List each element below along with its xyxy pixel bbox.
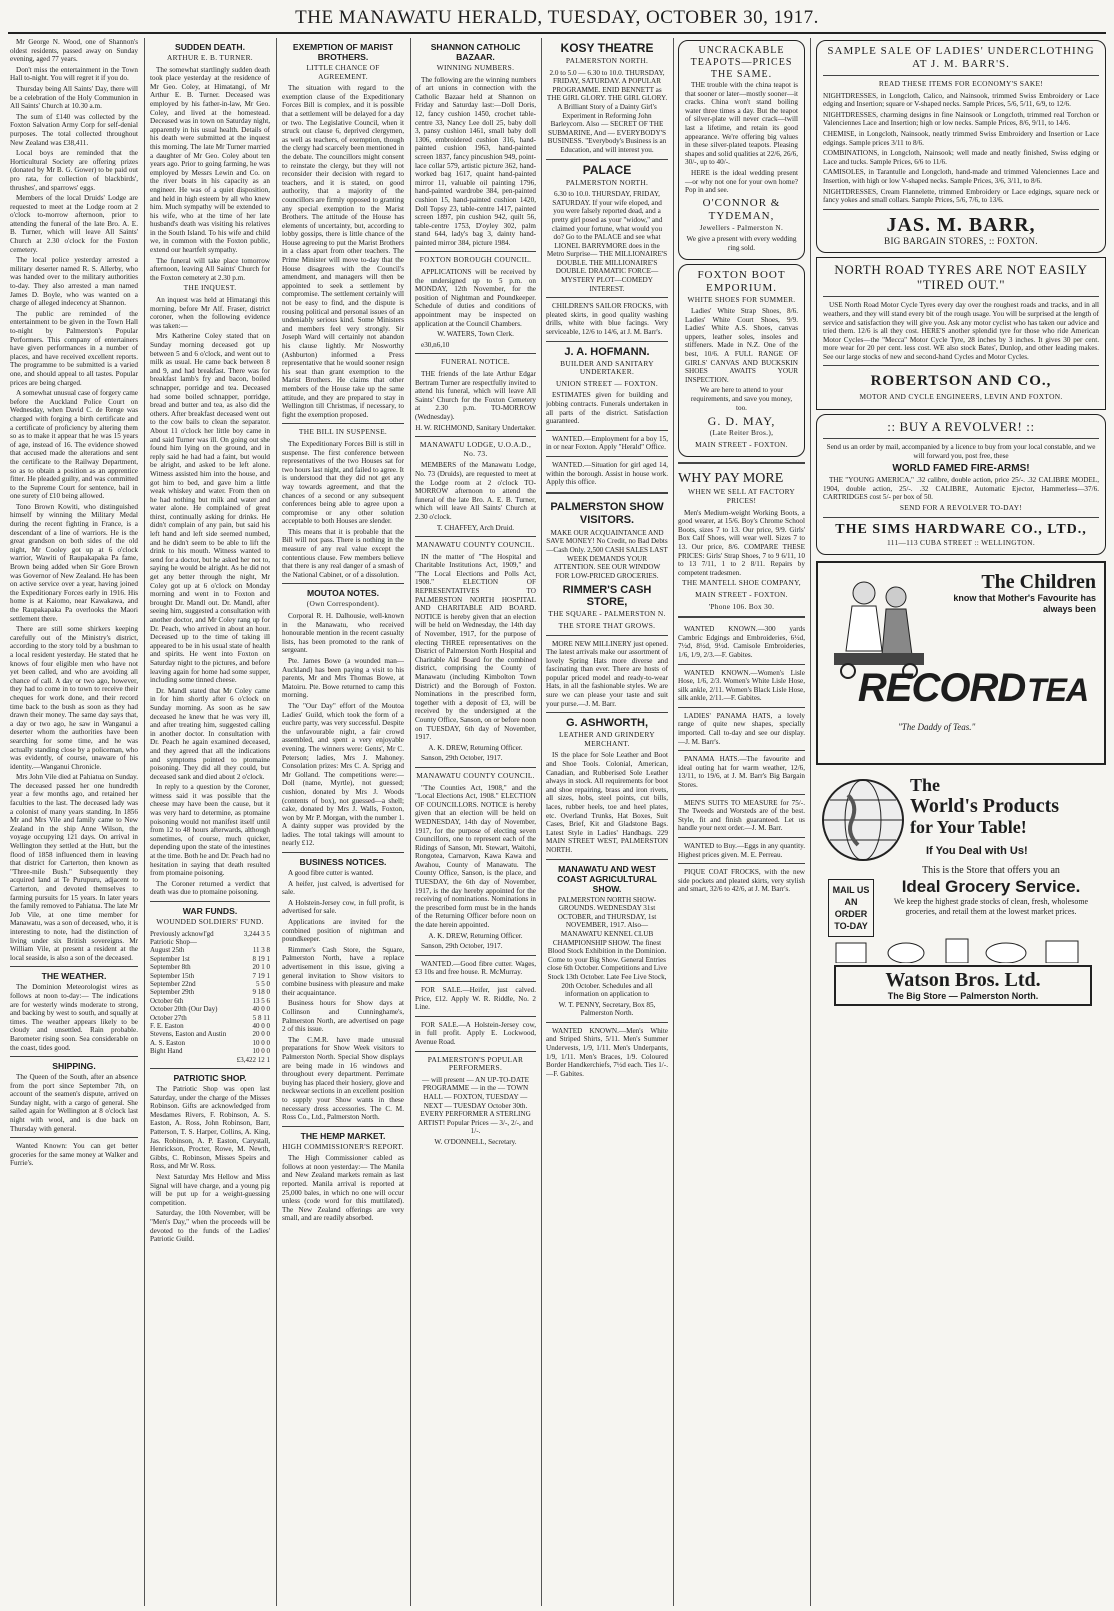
ad-subheading: MOTOR AND CYCLE ENGINEERS, LEVIN AND FOXTON. — [859, 392, 1063, 402]
classified-ad: WANTED.—Employment for a boy 15, in or near Foxton. Apply "Herald" Office. — [546, 434, 668, 452]
teapot-ad — [678, 40, 805, 260]
divider — [10, 1137, 138, 1138]
news-paragraph: Thursday being All Saints' Day, there will be a celebration of the Holy Communion in All Saints' Church at 10.30 a.m. — [10, 84, 138, 111]
divider — [415, 981, 536, 982]
store-name: Watson Bros. Ltd. — [885, 969, 1041, 992]
news-paragraph: The public are reminded of the entertainment to be given in the Town Hall to-night by Palmerston's Popular Performers. This company of entertainers have given performances in a number of places, and have received excellent reports. The programme to be submitted is a varied one, and should appeal to all tastes. Popular prices are being charged. — [10, 309, 138, 387]
funds-amount: 13 5 6 — [252, 996, 270, 1005]
divider — [823, 517, 1099, 518]
notice-ref: e30,n6,10 — [421, 340, 450, 349]
funds-item: September 29th — [150, 988, 195, 997]
ad-subheading: WHITE SHOES FOR SUMMER. — [687, 294, 796, 304]
funds-amount: 5 8 11 — [252, 1013, 270, 1022]
notice-signature: A. K. DREW, Returning Officer. — [428, 931, 523, 940]
news-paragraph: Members of the local Druids' Lodge are requested to meet at the Lodge room at 2 o'clock to-morrow afternoon, prior to attending the funeral of the late Bro. A. E. B. Turner, which will leave All Saints' Church at 2.30 o'clock for the Foxton cemetery. — [10, 194, 138, 254]
funds-row — [150, 1030, 270, 1038]
divider — [546, 430, 668, 431]
ad-subheading: LEATHER AND GRINDERY MERCHANT. — [559, 730, 655, 748]
article-heading: MOUTOA NOTES. — [306, 588, 380, 599]
column-rule — [410, 38, 411, 1606]
ad-subheading: 'Phone 106. Box 30. — [708, 601, 775, 611]
article-subheading: WOUNDED SOLDIERS' FUND. — [156, 917, 264, 926]
list-item: NIGHTDRESSES, Cream Flannelette, trimmed Embroidery or Lace edgings, square neck or fancy yokes and small collars. Sample Prices, 5/6, 7/6, to 13/6. — [823, 187, 1099, 205]
ad-text: Men's Medium-weight Working Boots, a good wearer, at 15/6. Boy's Chrome School Boots, sizes 7 to 13. Our price, 9/9. Girls' Box Calf Shoes, will wear well. Sizes 7 to 13. Our price, 8/6. COMPARE THESE PRICES: Girls' Strap Shoes, 7 to 9 6/11, 10 to 13 7/11, 1 to 2 8/11. Repairs by competent tradesmen. — [678, 508, 805, 577]
funds-row — [150, 1056, 270, 1064]
column-rule — [673, 38, 674, 1606]
divider — [546, 1022, 668, 1023]
funds-item: October 20th (Our Day) — [150, 1005, 218, 1014]
column-rule — [144, 38, 145, 1606]
divider — [282, 852, 404, 853]
classified-ad: FOR SALE.—Heifer, just calved. Price, £12. Apply W. R. Riddle, No. 2 Line. — [415, 986, 536, 1012]
ad-heading: G. ASHWORTH, — [565, 717, 649, 730]
funds-item: Patriotic Shop— — [150, 938, 197, 946]
divider — [282, 583, 404, 584]
ad-heading: RIMMER'S CASH STORE, — [562, 584, 652, 609]
divider — [546, 341, 668, 342]
masthead-title: THE MANAWATU HERALD, TUESDAY, OCTOBER 30, 1917. — [295, 7, 819, 28]
notice-text: APPLICATIONS will be received by the undersigned up to 5 p.m. on MONDAY, 12th November, for the position of Nightman and Poundkeeper. Schedule of duties and conditions of appointment may be inspected on application at the Council Chambers. — [415, 268, 536, 328]
ad-heading: PALACE — [582, 162, 632, 177]
funds-row — [150, 997, 270, 1005]
divider — [150, 901, 270, 902]
news-paragraph: The High Commissioner cabled as follows at noon yesterday:— The Manila and New Zealand markets remain as last reported. Manila arrival is reported at 25,000 bales, in which no one will occur unless (code word for this muttilated). The New Zealand offerings are very small, and are readily absorbed. — [282, 1154, 404, 1223]
ad-heading: NORTH ROAD TYRES ARE NOT EASILY "TIRED OUT." — [834, 262, 1088, 293]
funds-amount: 7 19 1 — [252, 971, 270, 980]
funds-row — [150, 955, 270, 963]
column-5 — [546, 38, 668, 1606]
ad-subheading: BUILDER AND SANITARY UNDERTAKER. — [560, 358, 654, 377]
funds-amount: 5 5 0 — [256, 980, 270, 989]
divider — [415, 955, 536, 956]
divider — [10, 1056, 138, 1057]
article-subheading: (Own Correspondent). — [306, 599, 380, 609]
ad-heading: PALMERSTON SHOW VISITORS. — [550, 500, 664, 526]
classified-ad: Wanted Known: You can get better groceries for the same money at Walker and Furrie's. — [10, 1142, 138, 1168]
store-name: ROBERTSON AND CO., — [870, 373, 1052, 390]
shipping-report: The Queen of the South, after an absence from the port since September 7th, on account of the seamen's dispute, arrived on Sunday night, with a cargo of general. She sailed again for Wellington at 8 o'clock last night with wool, and is due back on Thursday with general. — [10, 1073, 138, 1133]
column-rule — [810, 38, 811, 1606]
column-rule — [276, 38, 277, 1606]
barr-underclothing-ad — [816, 40, 1106, 253]
funds-amount: 3,244 3 5 — [243, 929, 270, 938]
funds-amount: 11 3 8 — [252, 946, 270, 955]
ad-text: We are here to attend to your requirements, and save you money, too. — [690, 386, 793, 412]
ad-heading: The — [910, 775, 941, 796]
classified-ad: WANTED.—Good fibre cutter. Wages, £3 10s and free house. R. McMurray. — [415, 959, 536, 977]
news-paragraph: Tono Brown Kowiti, who distinguished himself by winning the Military Medal during the recent fighting in France, is a descendant of a line of warriors. He is the great grandson on both sides of the old night, Mr Cooley got up at 6 o'clock warrior, Wawiti of Raupakapaka Pa fame, Brown being added when Sir Gore Brown was Governor of New Zealand. He has been on active service over a year, having joined the Expeditionary Forces early in 1916. His home is at Kaiomo, near Kawakawa, and the Raupakapaka Pa overlooks the Maori settlement there. — [10, 502, 138, 623]
classified-ad: CHILDREN'S SAILOR FROCKS, with pleated skirts, in good quality washing drills, white with blue facings. Very serviceable, 12/6 to 14/6, at J. M. Barr's. — [546, 302, 668, 337]
funds-row — [150, 980, 270, 988]
notice-signature: A. K. DREW, Returning Officer. — [428, 743, 523, 752]
article-heading: WAR FUNDS. — [182, 906, 238, 916]
funds-amount: 20 0 0 — [252, 1030, 270, 1039]
column-rule — [541, 38, 542, 1606]
ad-subheading: If You Deal with Us! — [926, 845, 1028, 858]
news-paragraph: The sum of £140 was collected by the Foxton Salvation Army Corp for self-denial purposes. The total collected throughout New Zealand was £38,411. — [10, 112, 138, 147]
divider — [678, 863, 805, 864]
funds-amount: 10 0 0 — [252, 1038, 270, 1047]
divider — [823, 365, 1099, 366]
funds-amount: 20 1 0 — [252, 963, 270, 972]
ad-heading: J. A. HOFMANN. — [564, 345, 650, 358]
article-heading: SUDDEN DEATH. — [174, 42, 246, 52]
news-paragraph: The local police yesterday arrested a military deserter named R. S. Allerby, who was handed over to the military authorities to-day. They also arrested a man named James D. Boyle, who was wanted on a charge of alleged indecency at Shannon. — [10, 256, 138, 308]
divider — [150, 1068, 270, 1069]
ad-subheading: MAIN STREET - FOXTON. — [695, 439, 788, 449]
article-heading: BUSINESS NOTICES. — [299, 857, 387, 868]
notice-text: "The Counties Act, 1908," and the "Local Elections Act, 1908." ELECTION OF COUNCILLORS. NOTICE is hereby given that an election will be held on WEDNESDAY, 14th day of November, 1917, for the purpose of electing seven Councillors, one to represent each of the Ridings of Sanson, Mt. Stewart, Waitohi, Rongotea, Carnarvon, Kawa Kawa and Awahou, County of Manawatu. The County Office, Sanson, is the place, and TUESDAY, the 6th day of November, 1917, is the day hereby appointed for the receiving of nominations. Nominations in the prescribed form must be in the hands of the Returning Officer before noon on the date herein appointed. — [415, 783, 536, 930]
record-brand: RECORD — [857, 666, 1026, 711]
funds-row — [150, 1022, 270, 1030]
column-3 — [282, 38, 404, 1606]
news-paragraph: A good fibre cutter is wanted. — [288, 869, 374, 878]
ad-text: PALMERSTON NORTH SHOW-GROUNDS. WEDNESDAY 31st OCTOBER, and THURSDAY, 1st NOVEMBER, 1917. Also— MANAWATU KENNEL CLUB CHAMPIONSHIP SHOW. The finest Blood Stock Exhibition in the Dominion. Come to your Big Show. General Entries close 6th October. Competitions and Live Stock 13th October. Late Fee Live Stock, 20th October. Schedules and all information on application to — [547, 895, 667, 999]
news-paragraph: The situation with regard to the exemption clause of the Expeditionary Forces Bill is complex, and it is possible that a settlement will be delayed for a day or two. The Legislative Council, when it struck out clause 6, deprived clergymen, as well as teachers, of exemption, though the clergy had scarcely been mentioned in the debate. The councillors might consent to reinstate the clergy, but they will not reconsider their decision with regard to teachers, and it is stated, on good authority, that a majority of the councillors are firmly opposed to granting any special exemption to the Marist Brothers. The attitude of the House has elements of uncertainty, but, according to lobby gossips, there is little chance of the House agreeing to put the Marist Brothers in a class apart from other teachers. The Prime Minister will move to-day that the House disagrees with the Council's amendment, and managers will then be appointed to seek a settlement by compromise. The settlement certainly will not be easy to find, and the dispute is rousing political and personal issues of an undeniably serious kind. Some Ministers and members feel very strongly. Sir Joseph Ward will certainly not abandon his clause lightly. Mr Nosworthy (Ashburton) informed a Press representative that he would sooner resign his seat than grant exemption to the Marist Brothers. He claims that other members of the House take up the same attitude, and they are prepared to stay in Wellington till Christmas, if necessary, to fight the exemption proposed. — [282, 84, 404, 419]
notice-text: MEMBERS of the Manawatu Lodge, No. 73 (Druids), are requested to meet at the Lodge room at 2 o'clock TO-MORROW afternoon to attend the funeral of the late Bro. A. E. B. Turner, which will leave All Saints' Church at 2.30 o'clock. — [415, 461, 536, 521]
ad-text: THE trouble with the china teapot is that sooner or later—mostly sooner—it cracks. China won't stand boiling water three times a day. But the teapot of silver-plate will never crack—twill last a lifetime, and retain its good appearance. We're offering big values in these silver-plated teapots. Pleasing shapes and solid qualities at 22/6, 26/6, 30/-, up to 40/-. — [685, 81, 798, 167]
notice-signature: H. W. RICHMOND, Sanitary Undertaker. — [415, 423, 536, 432]
ad-subheading: THE SQUARE - PALMERSTON N. — [548, 609, 666, 619]
notice-text: — will present — AN UP-TO-DATE PROGRAMME — in the — TOWN HALL — FOXTON, TUESDAY — NEXT — TUESDAY October 30th. EVERY PERFORMER A STERLING ARTIST! Popular Prices — 3/-, 2/-, and 1/-. — [418, 1075, 533, 1136]
ad-subheading: (Late Reiter Bros.), — [709, 428, 774, 438]
ad-subheading: 111—113 CUBA STREET :: WELLINGTON. — [887, 537, 1035, 547]
ad-text: 6.30 to 10.0. THURSDAY, FRIDAY, SATURDAY. If your wife eloped, and you were falsely reported dead, and a pretty girl posed as your "widow," and claimed your fortune, what would you do? Go to the PALACE and see what LIONEL BARRYMORE does in the Metro Surprise— THE MILLIONAIRE'S DOUBLE. THE MILLIONAIRE'S DOUBLE. DRAMATIC FORCE—MYSTERY PLOT—COMEDY INTEREST. — [546, 190, 668, 293]
divider — [415, 436, 536, 437]
funds-amount: 40 0 0 — [252, 1022, 270, 1031]
list-item: CHEMISE, in Longcloth, Nainsook, neatly trimmed Swiss Embroidery and Insertion or Lace edgings. Sample prices 3/11 to 8/6. — [823, 129, 1099, 147]
news-paragraph: Mr George N. Wood, one of Shannon's oldest residents, passed away on Sunday evening, aged 77 years. — [10, 38, 138, 64]
ad-text: HERE is the ideal wedding present—or why not one for your own home? Pop in and see. — [685, 168, 798, 195]
notice-heading: MANAWATU LODGE, U.O.A.D., No. 73. — [419, 440, 532, 458]
ad-subheading: SEND FOR A REVOLVER TO-DAY! — [899, 503, 1023, 513]
news-paragraph: This means that it is probable that the Bill will not pass. There is nothing in the measure of any real value except the contentious clause. Few members believe that there is any real danger of a smash of the National Cabinet, or of a dissolution. — [282, 527, 404, 579]
article-heading: EXEMPTION OF MARIST BROTHERS. — [292, 42, 394, 62]
divider — [678, 794, 805, 795]
divider — [823, 438, 1099, 439]
ad-heading: The Children — [981, 571, 1096, 594]
ad-subheading: BIG BARGAIN STORES, :: FOXTON. — [884, 235, 1038, 246]
funds-amount — [234, 938, 270, 946]
news-paragraph: Applications are invited for the combined position of nightman and poundkeeper. — [282, 918, 404, 944]
ad-subheading: THE MANTELL SHOE COMPANY, — [682, 578, 801, 588]
article-heading: SHANNON CATHOLIC BAZAAR. — [430, 42, 521, 62]
divider — [678, 664, 805, 665]
list-item: NIGHTDRESSES, charming designs in fine Nainsook or Longcloth, trimmed real Torchon or Valenciennes Lace and Insertion; high or low necks. Sample Prices, 8/6, 9/11, to 14/6. — [823, 110, 1099, 128]
ad-heading: for Your Table! — [910, 817, 1027, 838]
news-paragraph: Next Saturday Mrs Hellow and Miss Signal will have charge, and a young pig will be put up for a weight-guessing competition. — [150, 1173, 270, 1207]
ad-heading: SAMPLE SALE OF LADIES' UNDERCLOTHING AT J. M. BARR'S. — [827, 45, 1095, 70]
tea-brand: TEA — [1027, 672, 1089, 709]
news-paragraph: The C.M.R. have made unusual preparations for Show Week visitors to Palmerston North. Special Show displays are being made in 16 windows and throughout every department. Perrimate buying has placed their hosiery, glove and neckwear sections in an excellent position to supply your Show wants in these necessary dress accessories. The C. M. Ross Co., Ltd., Palmerston North. — [282, 1035, 404, 1122]
divider — [415, 1016, 536, 1017]
ad-subheading: PALMERSTON NORTH. — [565, 177, 649, 187]
classified-ad: WANTED KNOWN.—Men's White and Striped Shirts, 5/11. Men's Summer Undervests, 1/9, 1/11. Men's Underpants, 1/9, 1/11. Men's Braces, 1/9. Coloured Border Handkerchiefs, 7½d each. Ties 1/-.—F. Gabites. — [546, 1026, 668, 1078]
notice-text: IN the matter of "The Hospital and Charitable Institutions Act, 1909," and "The Local Elections and Polls Act, 1908." ELECTION OF REPRESENTATIVES TO PALMERSTON NORTH HOSPITAL AND CHARITABLE AID BOARD. NOTICE is hereby given that an election will be held on Wednesday, the 14th day of November, 1917, for the purpose of electing THREE representatives on the District of Palmerston North Hospital and Charitable Aid Board for the combined district, comprising the County of Manawatu (including Kimbolton Town District) and the Borough of Foxton. Nominations in the prescribed form, together with a deposit of £3, will be received by the undersigned at the County Office, Sanson, on or before noon on TUESDAY, 6th day of November, 1917. — [415, 552, 536, 742]
divider — [678, 837, 805, 838]
ad-subheading: WHEN WE SELL AT FACTORY PRICES! — [687, 487, 796, 505]
divider — [546, 859, 668, 860]
boot-emporium-ad — [678, 264, 805, 458]
funds-item: October 27th — [150, 1013, 187, 1022]
ad-subheading: UNION STREET — FOXTON. — [556, 378, 658, 388]
article-heading: PATRIOTIC SHOP. — [173, 1073, 247, 1084]
article-subheading: LITTLE CHANCE OF AGREEMENT. — [306, 63, 380, 81]
list-item: CAMISOLES, in Tarantulle and Longcloth, hand-made and trimmed Valenciennes Lace and Insertion, with high or low V-shaped necks. Sample Prices, 3/6, 3/11, to 8/6. — [823, 168, 1099, 185]
divider — [546, 456, 668, 457]
list-item: COMBINATIONS, in Longcloth, Nainsook; well made and neatly finished, Swiss edging or Lace and tucks. Sample Prices, 6/6 to 11/6. — [823, 149, 1099, 166]
funds-item: A. S. Easton — [150, 1038, 185, 1047]
news-paragraph: Mrs Katherine Coley stated that on Sunday morning deceased got up between 5 and 6 o'clock, and went out to milk as usual. He came back between 8 and 9, and had breakfast. There was for breakfast lamb's fry and bacon, boiled schnapper, porridge and tea. Deceased had some boiled schnapper, porridge, bread and butter and tea, as also did the others. After breakfast deceased went out to the cow bails to clean the separator. About 11 o'clock her little boy came in and said Turner was ill. On going out she found him lying on the ground, and in reply said he had had a faint, but would be alright, and asked to be left alone. Witness assisted him into the house, and got him to bed, and gave him a little weak whiskey and water. From then on he had nothing but milk and water and water alone. He complained of great thirst, continually asking for drinks. He didn't complain of any pain, but said his left hand and left side seemed numbed, and he didn't seem to be able to lift the drink to his mouth. Witness wanted to send for a doctor, but he asked her not to, saying he would be alright. As he did not get any better through the night, Mr Coley got up at 6 o'clock on Monday morning and went in to Foxton and brought Dr. Mandl out. Dr. Mandl, after seeing him, suggested a consultation with another doctor, and Mr Coley rang up for Dr. Peach, who arrived in about an hour. Deceased up to the time of taking ill appeared to be in his usual state of health and spirits. He went into Foxton on Saturday night to the pictures, and before leaving again for home had some supper, including some tinned cheese. — [150, 332, 270, 685]
ad-subheading: THE STORE THAT GROWS. — [558, 620, 656, 630]
notice-date: Sanson, 29th October, 1917. — [421, 754, 503, 763]
classified-ad: WANTED KNOWN.—300 yards Cambric Edgings and Embroideries, 6½d, 7½d, 8½d, 9½d. Camisole Embroideries, 1/6, 1/9, 2/3.—F. Gabites. — [678, 625, 805, 659]
divider — [546, 635, 668, 636]
masthead — [8, 4, 1106, 34]
tagline: "The Daddy of Teas." — [898, 722, 976, 733]
funds-item: Bight Hand — [150, 1047, 183, 1056]
classified-ad: WANTED KNOWN.—Women's Lisle Hose, 1/6, 2/3. Women's White Lisle Hose, silk ankle, 2/11. Women's Black Lisle Hose, silk ankle, 2/11.—F. Gabites. — [678, 668, 805, 703]
funds-row — [150, 1039, 270, 1047]
funds-row — [150, 988, 270, 996]
news-paragraph: There are still some shirkers keeping carefully out of the Ministry's district, according to the story told by a bushman to a local resident yesterday. He stated that he knows of four eligible men who have not yet been called, and who are avoiding all chance of call. A day or two ago, however, they had to come in to town to receive their cheques for work done, and their record time back to the bush as soon as they had drawn their money. The same day says that, a day or two ago, he saw in Wanganui a deserter whom the authorities have been searching for some time, and he was actually standing close by a policeman, who was evidently, of course, unaware of his identity.—Wanganui Chronicle. — [10, 625, 138, 771]
ad-text: THE "YOUNG AMERICA," .32 calibre, double action, price 25/-. .32 CALIBRE MODEL, 1904, double action, 25/-. .32 CALIBRE, Automatic Ejector, Hammerless—37/6. CARTRIDGES cost 5/- per box of 50. — [823, 476, 1099, 502]
column-1 — [10, 38, 138, 1606]
ad-text: MAKE OUR ACQUAINTANCE AND SAVE MONEY! No Credit, no Bad Debts—Cash Only. 2,500 CASH SALES LAST WEEK DEMANDS YOUR ATTENTION. SEE OUR WINDOW FOR LOW-PRICED GROCERIES. — [546, 528, 668, 580]
ad-subheading: Jewellers - Palmerston N. — [699, 222, 784, 232]
article-subheading: WINNING NUMBERS. — [436, 63, 515, 72]
ad-heading: FOXTON BOOT EMPORIUM. — [697, 268, 786, 294]
news-paragraph: The somewhat startlingly sudden death took place yesterday at the residence of Mr Geo. Coley, at Himatangi, of Mr Arthur E. B. Turner. Deceased was employed by his father-in-law, Mr Geo. Coley, and lived at the homestead. Deceased was in town on Saturday night, apparently in his usual health. Details of his death were submitted at the inquest this morning. The late Mr Turner married a daughter of Mr Geo. Coley about ten years ago. Prior to going farming, he was employed by Messrs Lewin and Co. on the river boats in his capacity as an engineer. He was of a quiet disposition, and held in high esteem by all who knew him. Much sympathy will be extended to his wife, who at the time of her late husband's death was visiting his relatives in the South Island. To his wife and child we, in common with the Foxton public, extend our heartfelt sympathy. — [150, 65, 270, 255]
globe-icon — [818, 775, 908, 870]
notice-heading: MANAWATU COUNTY COUNCIL. — [416, 540, 535, 550]
article-subheading: THE INQUEST. — [183, 283, 237, 293]
news-paragraph: Business hours for Show days at Collinson and Cunninghame's, Palmerston North, are advertised on page 2 of this issue. — [282, 999, 404, 1034]
funds-amount: £3,422 12 1 — [236, 1055, 270, 1064]
news-paragraph: Local boys are reminded that the Horticultural Society are offering prizes (donated by Mr B. G. Gower) to be paid out pro rata, for collection of blackbirds', thrushes', and sparrows' eggs. — [10, 149, 138, 192]
store-name: THE SIMS HARDWARE CO., LTD., — [835, 521, 1087, 537]
news-paragraph: A Holstein-Jersey cow, in full profit, is advertised for sale. — [282, 898, 404, 916]
funds-row — [150, 938, 270, 946]
funds-amount: 8 19 1 — [252, 954, 270, 963]
funds-item: September 8th — [150, 963, 191, 972]
ad-heading: World's Products — [910, 795, 1060, 818]
article-heading: THE HEMP MARKET. — [300, 1130, 386, 1141]
divider — [546, 712, 668, 713]
news-paragraph: The following are the winning numbers of art unions in connection with the Catholic Bazaar held at Shannon on Friday and Saturday last:—Doll Doris, 12, fancy cushion 1450, crochet table-centre 33, Nancy Lee doll 25, baby doll 3, pansy cushion 1461, small baby doll 1306, embroidered cushion 316, hand-painted cushion 1963, hand-painted screen 1837, fancy pincushion 949, point-lace collar 579, artistic picture 362, hand-worked bag 1617, quaint hand-painted mirror 11, valuable oil painting 1796, hand-painted wardrobe 384, pen-painted cushion 15, hand-painted cushion 1420, Doll Topsy 23, table-centre 1417, painted screen 1897, pin cushion 942, quilt 56, table-centre 1753, D'oyley 302, palm stand 644, lady's bag 3, dainty hand-painted mirror 384, picture 1984. — [415, 75, 536, 247]
weather-heading: THE WEATHER. — [41, 971, 107, 982]
classified-ad: WANTED.—Situation for girl aged 14, within the borough. Assist in house work. Apply this office. — [546, 460, 668, 487]
divider — [678, 707, 805, 708]
divider — [415, 767, 536, 768]
funds-row — [150, 972, 270, 980]
ad-heading: G. D. MAY, — [707, 414, 776, 429]
ad-heading: O'CONNOR & TYDEMAN, — [702, 196, 781, 222]
ad-text: Send us an order by mail, accompanied by a licence to buy from your local constable, and we will forward you, post free, these — [826, 443, 1096, 460]
ad-heading: WHY PAY MORE — [678, 471, 784, 487]
divider — [678, 616, 805, 620]
notice-signature: W. WATERS, Town Clerk. — [437, 330, 514, 339]
notice-signature: T. CHAFFEY, Arch Druid. — [436, 523, 515, 532]
divider — [823, 296, 1099, 297]
classified-ad: PIQUE COAT FROCKS, with the new side pockets and pleated skirts, very stylish and smart, 32/6 to 42/6, at J. M. Barr's. — [678, 868, 805, 894]
notice-heading: FUNERAL NOTICE. — [440, 357, 511, 367]
news-paragraph: Rimmer's Cash Store, the Square, Palmerston North, have a replace advertisement in this issue, giving a general invitation to Show visitors to combine business with pleasure and make their acquaintance. — [282, 945, 404, 997]
ad-heading: WORLD FAMED FIRE-ARMS! — [892, 463, 1030, 475]
funds-row — [150, 1047, 270, 1055]
divider — [415, 1051, 536, 1052]
record-tea-ad — [816, 561, 1106, 765]
news-paragraph: Don't miss the entertainment in the Town Hall to-night. You will regret it if you do. — [10, 65, 138, 83]
divider — [678, 462, 805, 466]
weather-report: The Dominion Meteorologist wires as follows at noon to-day:— The indications are for westerly winds moderate to strong, and backing by west to south, and squally at times. The weather appears likely to be cloudy and unsettled. Rain probable. Barometer rising soon. Sea considerable on the coast, tides good. — [10, 983, 138, 1052]
store-subtitle: The Big Store — Palmerston North. — [887, 991, 1039, 1002]
divider — [823, 209, 1099, 210]
classified-ad: MORE NEW MILLINERY just opened. The latest arrivals make our assortment of lovely Spring Hats more diverse and fascinating than ever. There are hosts of popular priced model and ready-to-wear Hats, in all the fashionable styles. We are sure we can please your taste and suit your purse.—J. M. Barr. — [546, 639, 668, 708]
news-paragraph: Saturday, the 10th November, will be "Men's Day," when the proceeds will be devoted to the funds of the Ladies' Patriotic Guild. — [150, 1209, 270, 1244]
column-4 — [415, 38, 536, 1606]
funds-item — [150, 1056, 234, 1064]
news-paragraph: Pte. James Bowe (a wounded man—Auckland) has been paying a visit to his parents, Mr and Mrs Thomas Bowe, at Matoiru. Pte. Bowe returned to camp this morning. — [282, 657, 404, 700]
ad-text: This is the Store that offers you an — [922, 865, 1060, 877]
shipping-heading: SHIPPING. — [52, 1061, 96, 1072]
ad-heading: :: BUY A REVOLVER! :: — [887, 419, 1035, 435]
column-6 — [678, 38, 805, 1606]
funds-amount: 10 0 0 — [252, 1047, 270, 1056]
ad-signature: W. T. PENNY, Secretary, Box 85, Palmerston North. — [558, 1000, 656, 1018]
divider — [415, 251, 536, 252]
ad-text: We give a present with every wedding ring sold. — [686, 235, 797, 252]
divider — [823, 75, 1099, 76]
funds-row — [150, 963, 270, 971]
ad-heading: MANAWATU AND WEST COAST AGRICULTURAL SHOW. — [557, 863, 657, 894]
news-paragraph: A somewhat unusual case of forgery came before the Auckland Police Court on Wednesday, when David C. de Renge was charged with forging a birth certificate and a certificate of proficiency by altering them so as to make it appear that he was 15 years of age, instead of 16. The evidence showed that accused made the alterations and sent the certificate to the Railway Department, so as to obtain a position as an apprentice fitter. He pleaded guilty, and was committed to the Supreme Court for sentence, bail in one surety of £10 being allowed. — [10, 389, 138, 501]
news-paragraph: The funeral will take place tomorrow afternoon, leaving All Saints' Church for the Foxton cemetery at 2.30 p.m. — [150, 256, 270, 282]
ad-subheading: PALMERSTON NORTH. — [565, 56, 649, 65]
notice-heading: MANAWATU COUNTY COUNCIL. — [416, 770, 535, 780]
funds-row — [150, 1005, 270, 1013]
classified-ad: WANTED to Buy.—Eggs in any quantity. Highest prices given. M. E. Perreau. — [678, 842, 805, 859]
notice-signature: W. O'DONNELL, Secretary. — [434, 1137, 517, 1146]
divider — [282, 423, 404, 424]
classified-ad: LADIES' PANAMA HATS, a lovely range of quite new shapes, specially imported. Call to-day and see our display.—J. M. Barr's. — [678, 711, 805, 746]
ad-heading: Ideal Grocery Service. — [901, 877, 1081, 897]
revolver-ad — [816, 414, 1106, 555]
funds-amount: 9 18 0 — [252, 988, 270, 997]
divider — [546, 159, 668, 160]
news-paragraph: The "Our Day" effort of the Moutoa Ladies' Guild, which took the form of a euchre party, was very successful. Despite the unfavourable night, a fair crowd assembled, and spent a very enjoyable evening. The winners were: Gents', Mr C. Peterson; ladies, Mrs J. Mahoney. Consolation prizes: Mrs C. A. Sprigg and Mr Golland. The competitions were:—Doll (name, Myrtle), not guessed; cushion, donated by Mrs J. Woods (contents of box), not guessed—a shell; cake, donated by Mrs J. Walls, Foxton, won by Mr P. Morgan, with the number 1. A dainty supper was provided by the ladies. The total takings will amount to nearly £12. — [282, 701, 404, 848]
war-funds-table — [150, 930, 270, 1065]
column-2 — [150, 38, 270, 1606]
divider — [678, 750, 805, 751]
ad-text: USE North Road Motor Cycle Tyres every day over the roughest roads and tracks, and in all weathers, and they will stand every bit of the rough usage. You will be surprised at the length of service and satisfaction they will give you. Ask any motor cyclist who has taken our advice and tried them. 12/6 is all they cost. HERE'S another splendid tyre for those who ride American Motor Cycles—the "Mecca" Motor Cycle Tyre, 28 inches by 3 inches. It gives 30 per cent. more wear for 20 per cent. less cost. WE also stock Bates', Dunlop, and other leading makes. See our large stocks of new and second-hand Cycles and Motor Cycles. — [823, 301, 1099, 361]
divider — [415, 536, 536, 537]
ad-subheading: READ THESE ITEMS FOR ECONOMY'S SAKE! — [878, 79, 1044, 88]
ad-subheading: MAIN STREET - FOXTON. — [695, 589, 788, 599]
column-7 — [816, 38, 1106, 1606]
news-paragraph: The Expeditionary Forces Bill is still in suspense. The first conference between representatives of the two Houses sat for two hours last night, and failed to agree. It is understood that they did not get any way towards agreement, and that the chances of a second or any subsequent conferences being able to agree upon a compromise or any other solution acceptable to both Houses are slender. — [282, 439, 404, 526]
funds-row — [150, 946, 270, 954]
notice-heading: PALMERSTON'S POPULAR PERFORMERS. — [427, 1054, 524, 1073]
news-paragraph: The Patriotic Shop was open last Saturday, under the charge of the Misses Robinson. Gifts are acknowledged from Mesdames Rivers, F. Robinson, A. S. Easton, A. Ross, John Robinson, Barr, Patterson, T. S. Harper, Collins, A. King, Jas. Robinson, A. P. Easton, Carystall, Henrickson, Procter, Rowe, M. Newth, Gibbs, C. Robinson, Misses Speirs and Ross, and Mr W. Ross. — [150, 1085, 270, 1171]
news-paragraph: An inquest was held at Himatangi this morning, before Mr Alf. Fraser, district coroner, when the following evidence was taken:— — [150, 296, 270, 330]
funds-amount: 40 0 0 — [252, 1005, 270, 1014]
grocery-items-illustration — [826, 935, 1096, 963]
article-subheading: HIGH COMMISSIONER'S REPORT. — [282, 1141, 404, 1151]
funds-item: October 6th — [150, 996, 184, 1005]
ad-text: We keep the highest grade stocks of clean, fresh, wholesome groceries, and retail them at the lowest market prices. — [893, 897, 1089, 917]
ad-text: ESTIMATES given for building and jobbing contracts. Funerals undertaken in all parts of the district. Satisfaction guaranteed. — [546, 391, 668, 426]
divider — [282, 1126, 404, 1127]
classified-ad: FOR SALE.—A Holstein-Jersey cow, in full profit. Apply E. Lockwood, Avenue Road. — [415, 1020, 536, 1046]
classified-ad: PANAMA HATS.—The favourite and ideal outing hat for warm weather, 12/6, 13/11, to 19/6, at J. M. Barr's Big Bargain Stores. — [678, 755, 805, 790]
article-subheading: THE BILL IN SUSPENSE. — [298, 427, 388, 437]
divider — [415, 353, 536, 354]
notice-text: THE friends of the late Arthur Edgar Bertram Turner are respectfully invited to attend his funeral, which will leave All Saints' Church for the Foxton Cemetery at 2.30 p.m. TO-MORROW (Wednesday). — [415, 370, 536, 421]
divider — [546, 492, 668, 496]
news-paragraph: In reply to a question by the Coroner, witness said it was possible that the cheese may have been the cause, but it was very hard to determine, as ptomaine poisoning would not manifest itself until from 12 to 48 hours afterwards, although sometimes, of course, much quicker, depending upon the state of the intestines at the time. Both he and Dr. Peach had no hesitation in saying that death resulted from ptomaine poisoning. — [150, 783, 270, 878]
funds-item: August 25th — [150, 946, 185, 955]
watson-bros-ad — [816, 769, 1106, 1019]
news-paragraph: Dr. Mandl stated that Mr Coley came in for him shortly after 6 o'clock on Sunday morning. As soon as he saw deceased he knew that he was very ill, and after treating him, suggested calling in another doctor. In consultation with Dr. Peach he again examined deceased, and they agreed that all the indications and symptoms pointed to ptomaine poisoning. They did all they could, but deceased sank and died about 2 o'clock. — [150, 686, 270, 781]
divider — [546, 297, 668, 298]
ad-text: Ladies' White Strap Shoes, 8/6. Ladies' White Court Shoes, 9/9. Ladies' White A.S. Shoes, canvas uppers, leather soles, insoles and stiffeners. Made in N.Z. One of the best, 10/6. A FULL RANGE OF GIRLS' CANVAS AND BUCKSKIN SHOES AWAITS YOUR INSPECTION. — [685, 307, 798, 384]
news-paragraph: Corporal R. H. Dalhousie, well-known in the Manawatu, who received honourable mention in the recent casualty lists, has been promoted to the rank of sergeant. — [282, 612, 404, 655]
mail-order-box: MAIL US AN ORDER TO-DAY — [828, 879, 874, 937]
list-item: NIGHTDRESSES, in Longcloth, Calico, and Nainsook, trimmed Swiss Embroidery or Lace edging and Insertion; square or V-shaped necks. Sample Prices, 5/6, 5/11, 6/9, to 12/6. — [823, 91, 1099, 109]
funds-item: F. E. Easton — [150, 1022, 184, 1031]
ad-text: IS the place for Sole Leather and Boot and Shoe Tools. Colonial, American, Canadian, and Rubberised Sole Leather always in stock. All requirements for boot and shoe repairing, brass and iron rivets, all sizes, hobs, steel points, cut bills, laces, rubber heels, toe and heel plates, etc. Overland Trunks, Hat Boxes, Suit Cases, Brief, Kit and Gladstone Bags. Latest Style in Ladies' Handbags. 229 MAIN STREET WEST, PALMERSTON NORTH. — [546, 751, 668, 854]
divider — [10, 966, 138, 967]
ad-text: 2.0 to 5.0 — 6.30 to 10.0. THURSDAY, FRIDAY, SATURDAY. A POPULAR PROGRAMME. ENID BENNETT as THE GIRL GLORY. THE GIRL GLORY. A Brilliant Story of a Dainty Girl's Experiment in Reforming John Barleycorn. Also — SECRET OF THE SUBMARINE, And — EVERYBODY'S BUSINESS. "Everybody's Business is an Education, and will interest you. — [546, 68, 668, 154]
funds-item: September 22nd — [150, 980, 196, 989]
tyre-ad — [816, 257, 1106, 410]
news-paragraph: A heifer, just calved, is advertised for sale. — [282, 879, 404, 897]
classified-ad: MEN'S SUITS TO MEASURE for 75/-. The Tweeds and Worsteds are of the best. Style, fit and finish guaranteed. Let us handle your next order.—J. M. Barr. — [678, 798, 805, 833]
funds-row — [150, 930, 270, 938]
news-paragraph: The Coroner returned a verdict that death was due to ptomaine poisoning. — [150, 879, 270, 897]
news-paragraph: Mrs John Vile died at Pahiatua on Sunday. The deceased passed her one hundredth year a few months ago, and retained her faculties to the last. The deceased lady was a colonist of many years standing. In 1856 Mr and Mrs Vile and family came to New Zealand in the ship Anne Wilson, the voyage occupying 121 days. On arrival in Wellington they settled at the Hutt, but the flood of 1858 influenced them in leaving that district for Carterton, then known as "Three-mile Bush." Subsequently they acquired land at Te Purupuru, adjacent to Carterton, and devoted themselves to farming pursuits for 15 years. In later years the family removed to Pahiatua. The late Mr Job Vile, at one time member for Manawatu, was a son of deceased, who, it is interesting to note, had the distinction of living under six British sovereigns. Mr William Vile, at present a resident at the local seaside, is also a son of the deceased. — [10, 773, 138, 962]
notice-heading: FOXTON BOROUGH COUNCIL. — [419, 255, 532, 265]
ad-heading: KOSY THEATRE — [560, 41, 654, 55]
ad-heading: UNCRACKABLE TEAPOTS—PRICES THE SAME. — [690, 45, 793, 80]
notice-date: Sanson, 29th October, 1917. — [421, 942, 503, 951]
funds-item: September 15th — [150, 971, 195, 980]
funds-row — [150, 1014, 270, 1022]
article-subheading: ARTHUR E. B. TURNER. — [167, 53, 253, 62]
store-name: JAS. M. BARR, — [886, 213, 1036, 236]
underclothing-list — [823, 92, 1099, 205]
funds-item: September 1st — [150, 954, 190, 963]
funds-item: Previously acknowl'gd — [150, 929, 214, 938]
funds-item: Stevens, Easton and Austin — [150, 1030, 227, 1039]
ad-text: know that Mother's Favourite has always been — [953, 593, 1096, 615]
children-illustration — [824, 571, 934, 681]
